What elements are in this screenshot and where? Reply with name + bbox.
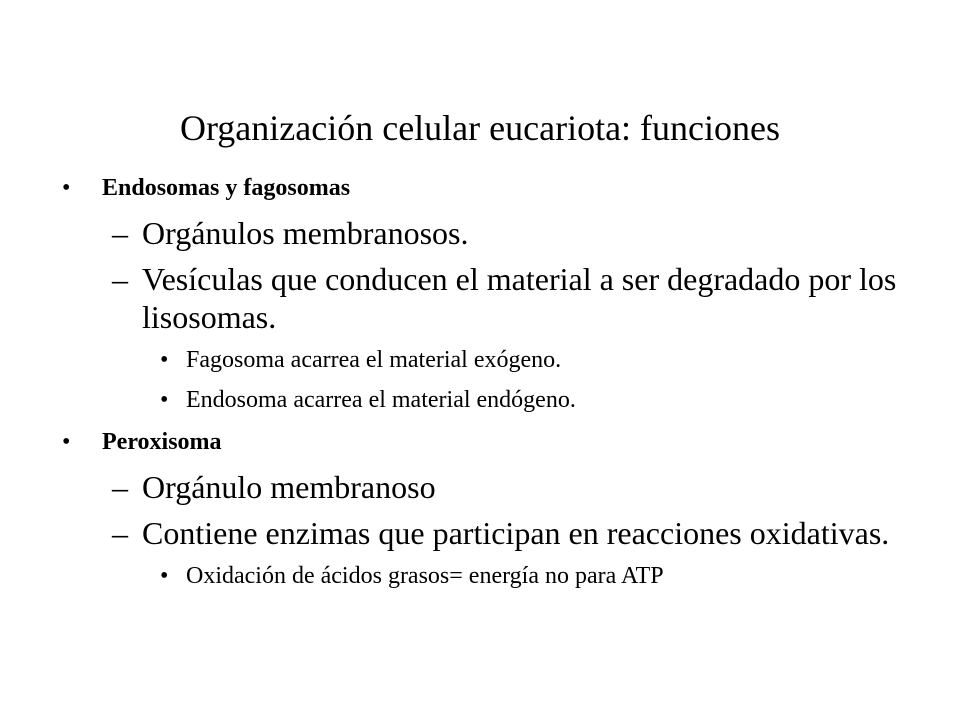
- bullet-glyph: •: [160, 347, 169, 373]
- subpoint-item: [62, 344, 922, 376]
- dash-glyph: –: [112, 215, 128, 251]
- dash-glyph: –: [112, 469, 128, 505]
- point-item: [62, 514, 922, 552]
- bullet-glyph: •: [160, 563, 169, 589]
- bullet-glyph: •: [62, 429, 71, 455]
- slide-title: Organización celular eucariota: funciones: [179, 108, 781, 148]
- section-heading-text: Endosomas y fagosomas: [102, 175, 351, 201]
- point-text: Orgánulo membranoso: [142, 469, 436, 505]
- subpoint-item: [62, 560, 922, 592]
- point-item: [62, 260, 922, 336]
- dash-glyph: –: [112, 515, 128, 551]
- point-item: [62, 468, 922, 506]
- point-text: Vesículas que conducen el material a ser degradado por los lisosomas.: [142, 261, 897, 335]
- point-text: Orgánulos membranosos.: [142, 215, 469, 251]
- section-heading-endosomas: [62, 170, 922, 206]
- point-item: [62, 214, 922, 252]
- subpoint-text: Endosoma acarrea el material endógeno.: [186, 387, 576, 413]
- subpoint-text: Oxidación de ácidos grasos= energía no para ATP: [186, 563, 664, 589]
- subpoint-item: [62, 384, 922, 416]
- subpoint-text: Fagosoma acarrea el material exógeno.: [186, 347, 562, 373]
- slide-content: [62, 170, 922, 600]
- bullet-glyph: •: [160, 387, 169, 413]
- section-heading-text: Peroxisoma: [102, 429, 222, 455]
- dash-glyph: –: [112, 261, 128, 297]
- bullet-glyph: •: [62, 175, 71, 201]
- point-text: Contiene enzimas que participan en reacciones oxidativas.: [142, 515, 890, 551]
- section-heading-peroxisoma: [62, 424, 922, 460]
